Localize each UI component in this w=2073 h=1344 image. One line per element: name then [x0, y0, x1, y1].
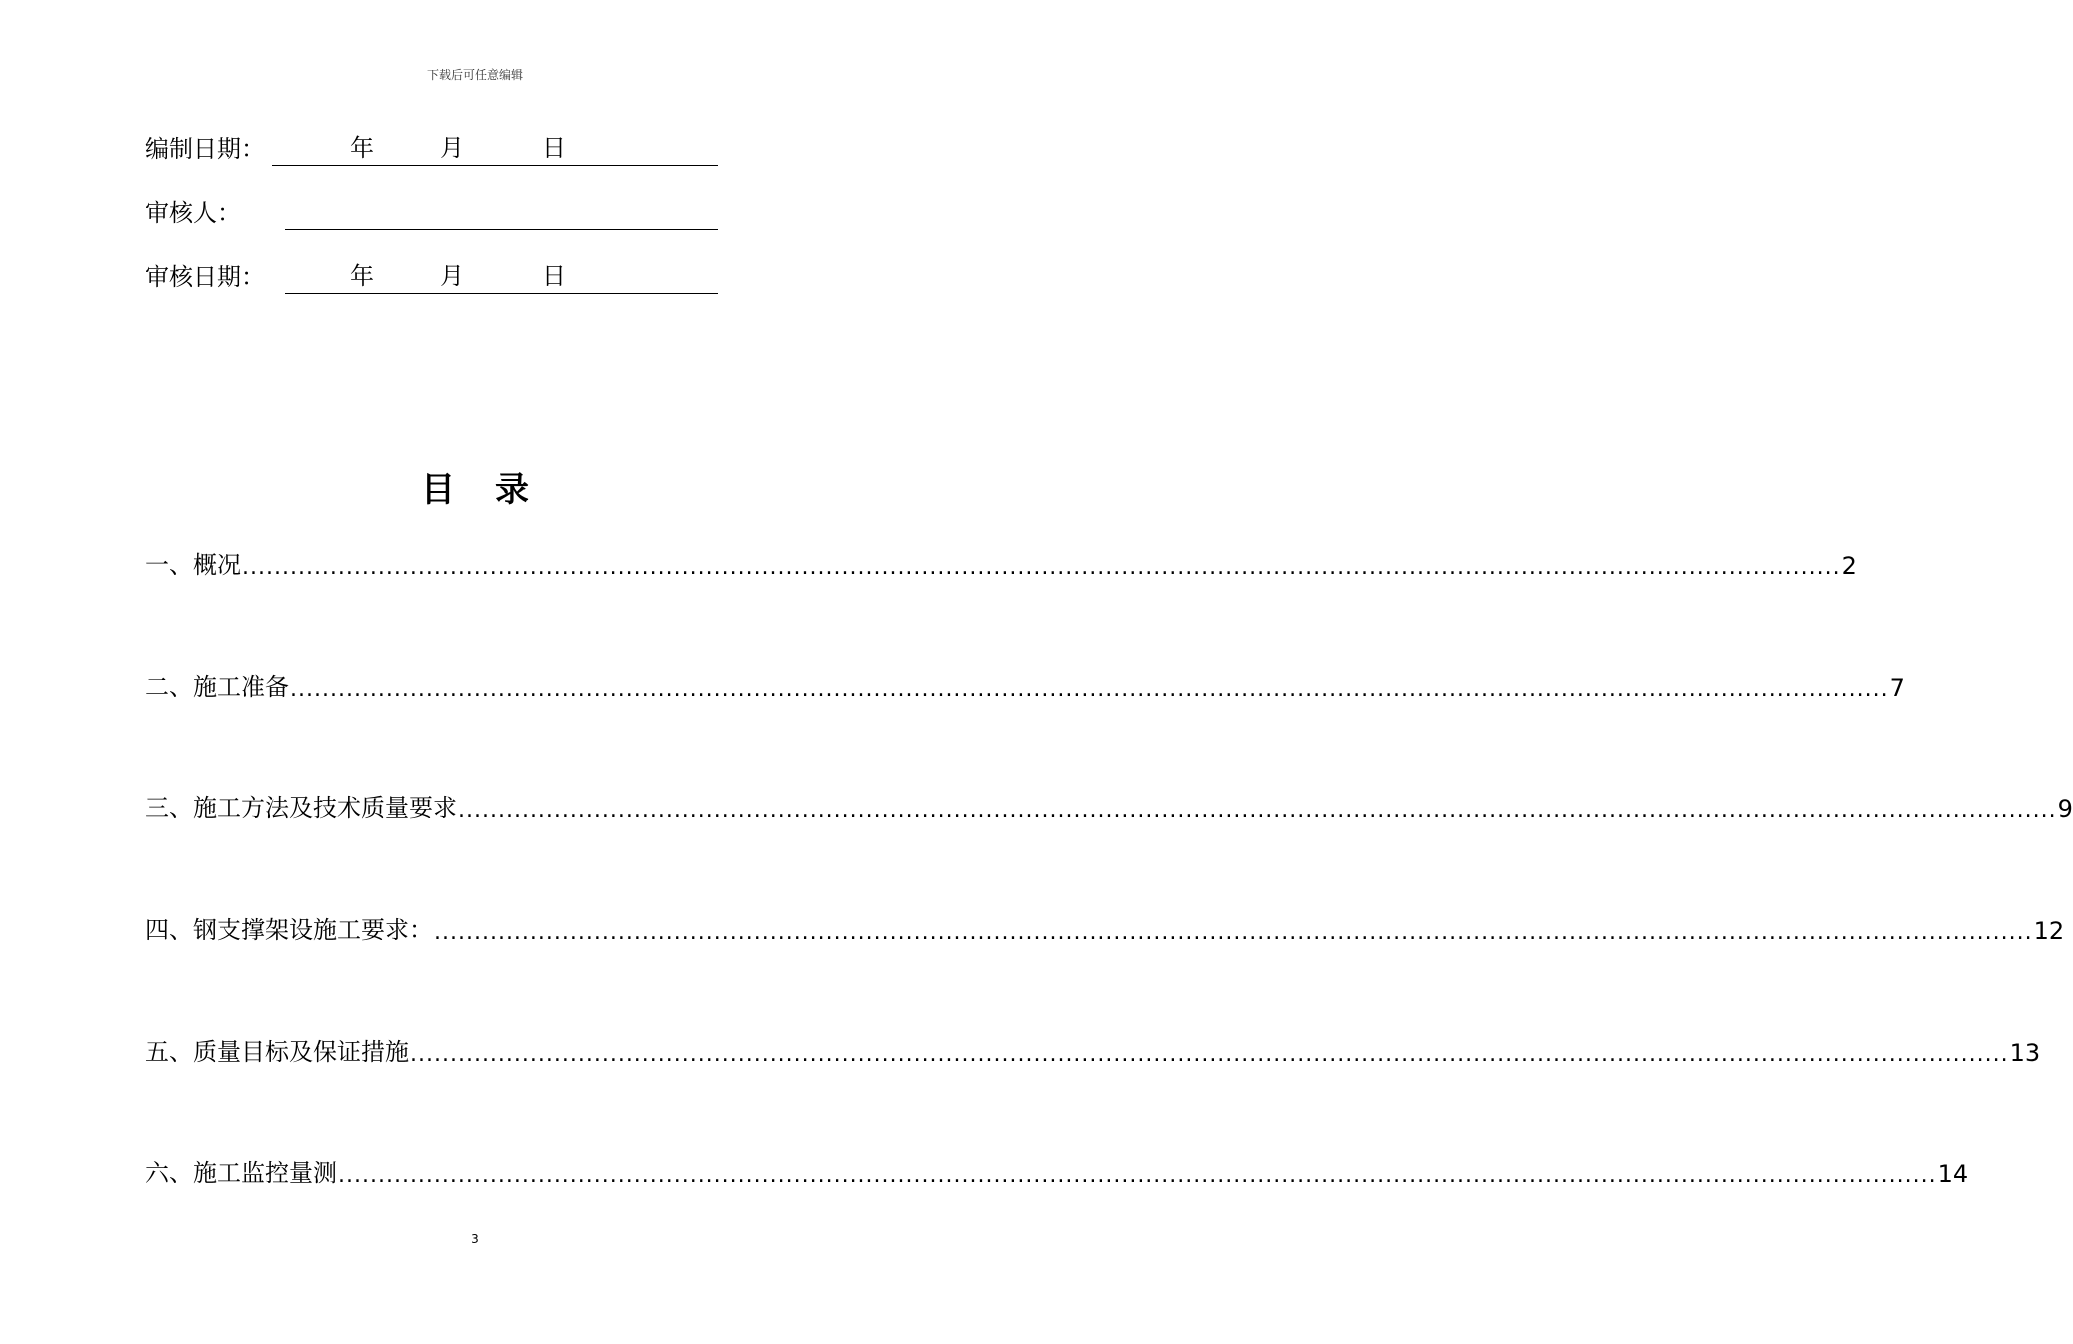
toc-item-page: 7	[1889, 674, 1905, 702]
toc-item[interactable]	[145, 1033, 2041, 1067]
toc-leader-dots: ........................................................................................................................................................................................................	[410, 1042, 2009, 1067]
reviewer-line[interactable]	[285, 199, 718, 230]
toc-leader-dots: ........................................................................................................................................................................................................	[458, 798, 2057, 823]
compile-date-line[interactable]	[272, 135, 718, 166]
toc-item[interactable]	[145, 1154, 1969, 1188]
compile-date-label: 编制日期：	[145, 135, 265, 163]
toc-item-label: 一、概况	[145, 551, 241, 579]
toc-item[interactable]	[145, 668, 1905, 702]
toc-item-label: 三、施工方法及技术质量要求	[145, 794, 457, 822]
review-date-label: 审核日期：	[145, 263, 265, 291]
compile-date-year: 年	[350, 134, 374, 162]
header-note: 下载后可任意编辑	[426, 68, 523, 82]
toc-leader-dots: ........................................................................................................................................................................................................	[434, 920, 2033, 945]
review-date-month: 月	[440, 262, 464, 290]
toc-item-label: 五、质量目标及保证措施	[145, 1038, 409, 1066]
review-date-line[interactable]	[285, 263, 718, 294]
toc-item[interactable]	[145, 546, 1857, 580]
page-number: 3	[471, 1232, 479, 1246]
toc-leader-dots: ........................................................................................................................................................................................................	[242, 555, 1841, 580]
toc-item-page: 2	[1841, 552, 1857, 580]
review-date-day: 日	[542, 262, 566, 290]
compile-date-day: 日	[542, 134, 566, 162]
toc-item-page: 13	[2009, 1039, 2041, 1067]
compile-date-field	[145, 132, 718, 166]
toc-item-page: 14	[1937, 1160, 1969, 1188]
toc-title: 目录	[421, 470, 569, 510]
review-date-field	[145, 260, 718, 294]
review-date-year: 年	[350, 262, 374, 290]
toc-item-label: 四、钢支撑架设施工要求：	[145, 916, 433, 944]
toc-item-label: 二、施工准备	[145, 673, 289, 701]
toc-item[interactable]	[145, 789, 2073, 823]
reviewer-field	[145, 196, 718, 230]
toc-item-page: 9	[2057, 795, 2073, 823]
toc-leader-dots: ........................................................................................................................................................................................................	[338, 1163, 1937, 1188]
toc-item-label: 六、施工监控量测	[145, 1159, 337, 1187]
compile-date-month: 月	[440, 134, 464, 162]
toc-item[interactable]	[145, 911, 2065, 945]
reviewer-label: 审核人：	[145, 199, 241, 227]
toc-leader-dots: ........................................................................................................................................................................................................	[290, 677, 1889, 702]
toc-item-page: 12	[2033, 917, 2065, 945]
